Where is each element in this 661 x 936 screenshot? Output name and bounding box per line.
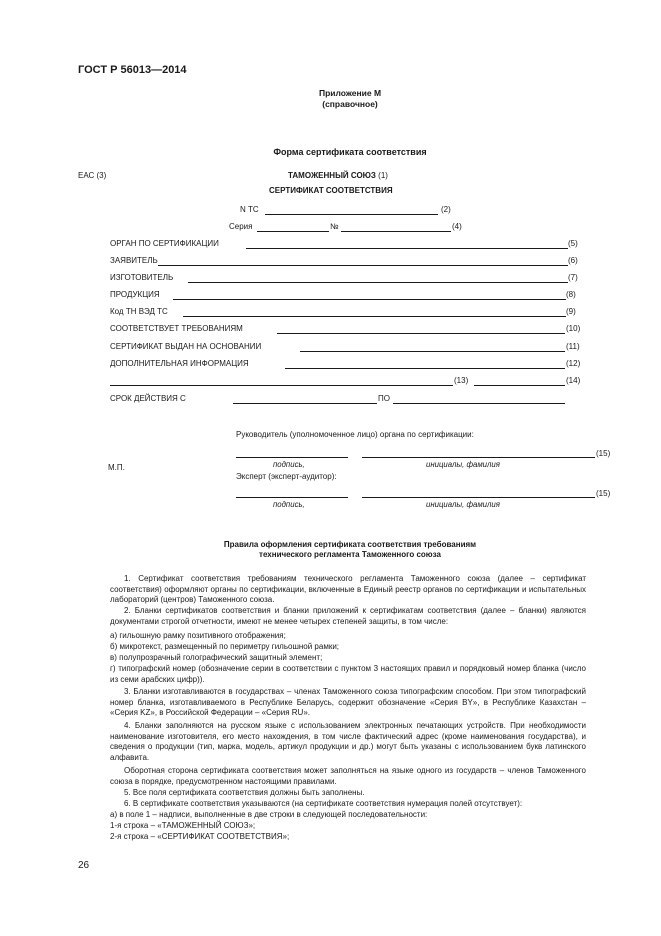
expert-label: Эксперт (эксперт-аудитор):: [236, 472, 337, 481]
appendix-title: Приложение М: [318, 88, 382, 98]
rules-title-line1: Правила оформления сертификата соответствия требованиям: [223, 540, 477, 549]
rules-paragraph: 1-я строка – «ТАМОЖЕННЫЙ СОЮЗ»;: [110, 821, 256, 830]
field-number: (9): [566, 307, 576, 316]
field-number: (12): [566, 359, 581, 368]
rules-paragraph: 5. Все поля сертификата соответствия должны быть заполнены.: [124, 788, 365, 797]
field-label: ПРОДУКЦИЯ: [110, 290, 160, 299]
ntc-line: [265, 214, 438, 215]
rules-paragraph: в) полупрозрачный голографический защитный элемент;: [110, 653, 323, 662]
form-title: Форма сертификата соответствия: [273, 147, 427, 157]
field-label: Код ТН ВЭД ТС: [110, 307, 168, 316]
field-14-line: [474, 385, 565, 386]
series-number-line: [341, 231, 451, 232]
rules-paragraph: б) микротекст, размещенный по периметру гильошной рамки;: [110, 642, 340, 651]
standard-header: ГОСТ Р 56013—2014: [78, 64, 187, 76]
ntc-label: N ТС: [240, 205, 259, 214]
ntc-number: (2): [441, 205, 451, 214]
rules-paragraph: 1. Сертификат соответствия требованиям технического регламента Таможенного союза (далее – сертификат соответствия) оформляют органы по сертификации, включенные в Единый реестр органов по сертификации и испытательных лабораторий (центров) Таможенного союза.: [110, 574, 586, 605]
expert-signature-caption: подпись,: [273, 500, 305, 509]
validity-from-line: [233, 403, 377, 404]
field-line: [246, 248, 568, 249]
rules-paragraph: 3. Бланки изготавливаются в государствах – членах Таможенного союза типографским способом. При этом типографский номер бланка, изготавливаемого в Республике Беларусь, содержит обозначение «Серия BY», в Республике Казахстан – «Серия KZ», в Российской Федерации – «Серия RU».: [110, 687, 586, 718]
field-13-number: (13): [454, 376, 469, 385]
field-line: [300, 351, 565, 352]
rules-paragraph: 2. Бланки сертификатов соответствия и бланки приложений к сертификатам соответствия (далее – бланки) являются документами строгой отчетности, имеют не менее четырех степеней защиты, в том числе:: [110, 606, 586, 626]
head-number: (15): [596, 449, 611, 458]
field-number: (6): [568, 256, 578, 265]
eac-label: ЕАС (3): [78, 171, 107, 180]
field-line: [277, 333, 565, 334]
field-label: ИЗГОТОВИТЕЛЬ: [110, 273, 174, 282]
field-number: (5): [568, 239, 578, 248]
rules-paragraph: Оборотная сторона сертификата соответствия может заполняться на языке одного из государств – членов Таможенного союза в порядке, предусмотренном настоящими правилами.: [110, 766, 586, 786]
stamp-place: М.П.: [108, 463, 125, 472]
series-line: [257, 231, 329, 232]
field-number: (11): [566, 342, 580, 351]
expert-initials-line: [362, 497, 595, 498]
field-number: (7): [568, 273, 578, 282]
rules-paragraph: а) в поле 1 – надписи, выполненные в две строки в следующей последовательности:: [110, 810, 428, 819]
union-label: ТАМОЖЕННЫЙ СОЮЗ: [288, 171, 376, 180]
field-line: [173, 299, 566, 300]
expert-initials-caption: инициалы, фамилия: [426, 500, 500, 509]
rules-paragraph: г) типографский номер (обозначение серии в соответствии с пунктом 3 настоящих правил и порядковый номер бланка (число из семи арабских цифр)).: [110, 664, 586, 684]
page-number: 26: [78, 860, 90, 871]
validity-to-label: ПО: [378, 394, 390, 403]
field-13-line: [110, 385, 453, 386]
field-line: [183, 316, 566, 317]
field-label: СЕРТИФИКАТ ВЫДАН НА ОСНОВАНИИ: [110, 342, 262, 351]
head-initials-line: [362, 457, 595, 458]
appendix-note: (справочное): [322, 99, 378, 109]
head-label: Руководитель (уполномоченное лицо) органа по сертификации:: [236, 430, 474, 439]
field-line: [188, 282, 568, 283]
field-line: [285, 368, 565, 369]
certificate-title: СЕРТИФИКАТ СООТВЕТСТВИЯ: [269, 186, 393, 195]
union-number: (1): [378, 171, 388, 180]
field-14-number: (14): [566, 376, 581, 385]
rules-paragraph: 6. В сертификате соответствия указываются (на сертификате соответствия нумерация полей отсутствует):: [124, 799, 523, 808]
validity-to-line: [393, 403, 565, 404]
head-signature-line: [236, 457, 348, 458]
number-sign: №: [330, 222, 339, 231]
rules-title-line2: технического регламента Таможенного союза: [259, 550, 441, 559]
field-label: ЗАЯВИТЕЛЬ: [110, 256, 158, 265]
head-signature-caption: подпись,: [273, 460, 305, 469]
head-initials-caption: инициалы, фамилия: [426, 460, 500, 469]
expert-number: (15): [596, 489, 611, 498]
validity-label: СРОК ДЕЙСТВИЯ С: [110, 394, 186, 403]
rules-paragraph: а) гильошную рамку позитивного отображения;: [110, 631, 286, 640]
field-line: [158, 265, 568, 266]
expert-signature-line: [236, 497, 348, 498]
field-label: ОРГАН ПО СЕРТИФИКАЦИИ: [110, 239, 219, 248]
field-number: (10): [566, 324, 581, 333]
field-number: (8): [566, 290, 576, 299]
field-label: СООТВЕТСТВУЕТ ТРЕБОВАНИЯМ: [110, 324, 243, 333]
series-label: Серия: [229, 222, 253, 231]
field-label: ДОПОЛНИТЕЛЬНАЯ ИНФОРМАЦИЯ: [110, 359, 249, 368]
series-number: (4): [452, 222, 462, 231]
rules-paragraph: 2-я строка – «СЕРТИФИКАТ СООТВЕТСТВИЯ»;: [110, 832, 290, 841]
rules-paragraph: 4. Бланки заполняются на русском языке с использованием электронных печатающих устройств. При необходимости наименование изготовителя, его место нахождения, в том числе фактический адрес (кроме наименования государства), и сведения о продукции (тип, марка, модель, артикул продукции и др.) могут быть указаны с использованием букв латинского алфавита.: [110, 721, 586, 762]
